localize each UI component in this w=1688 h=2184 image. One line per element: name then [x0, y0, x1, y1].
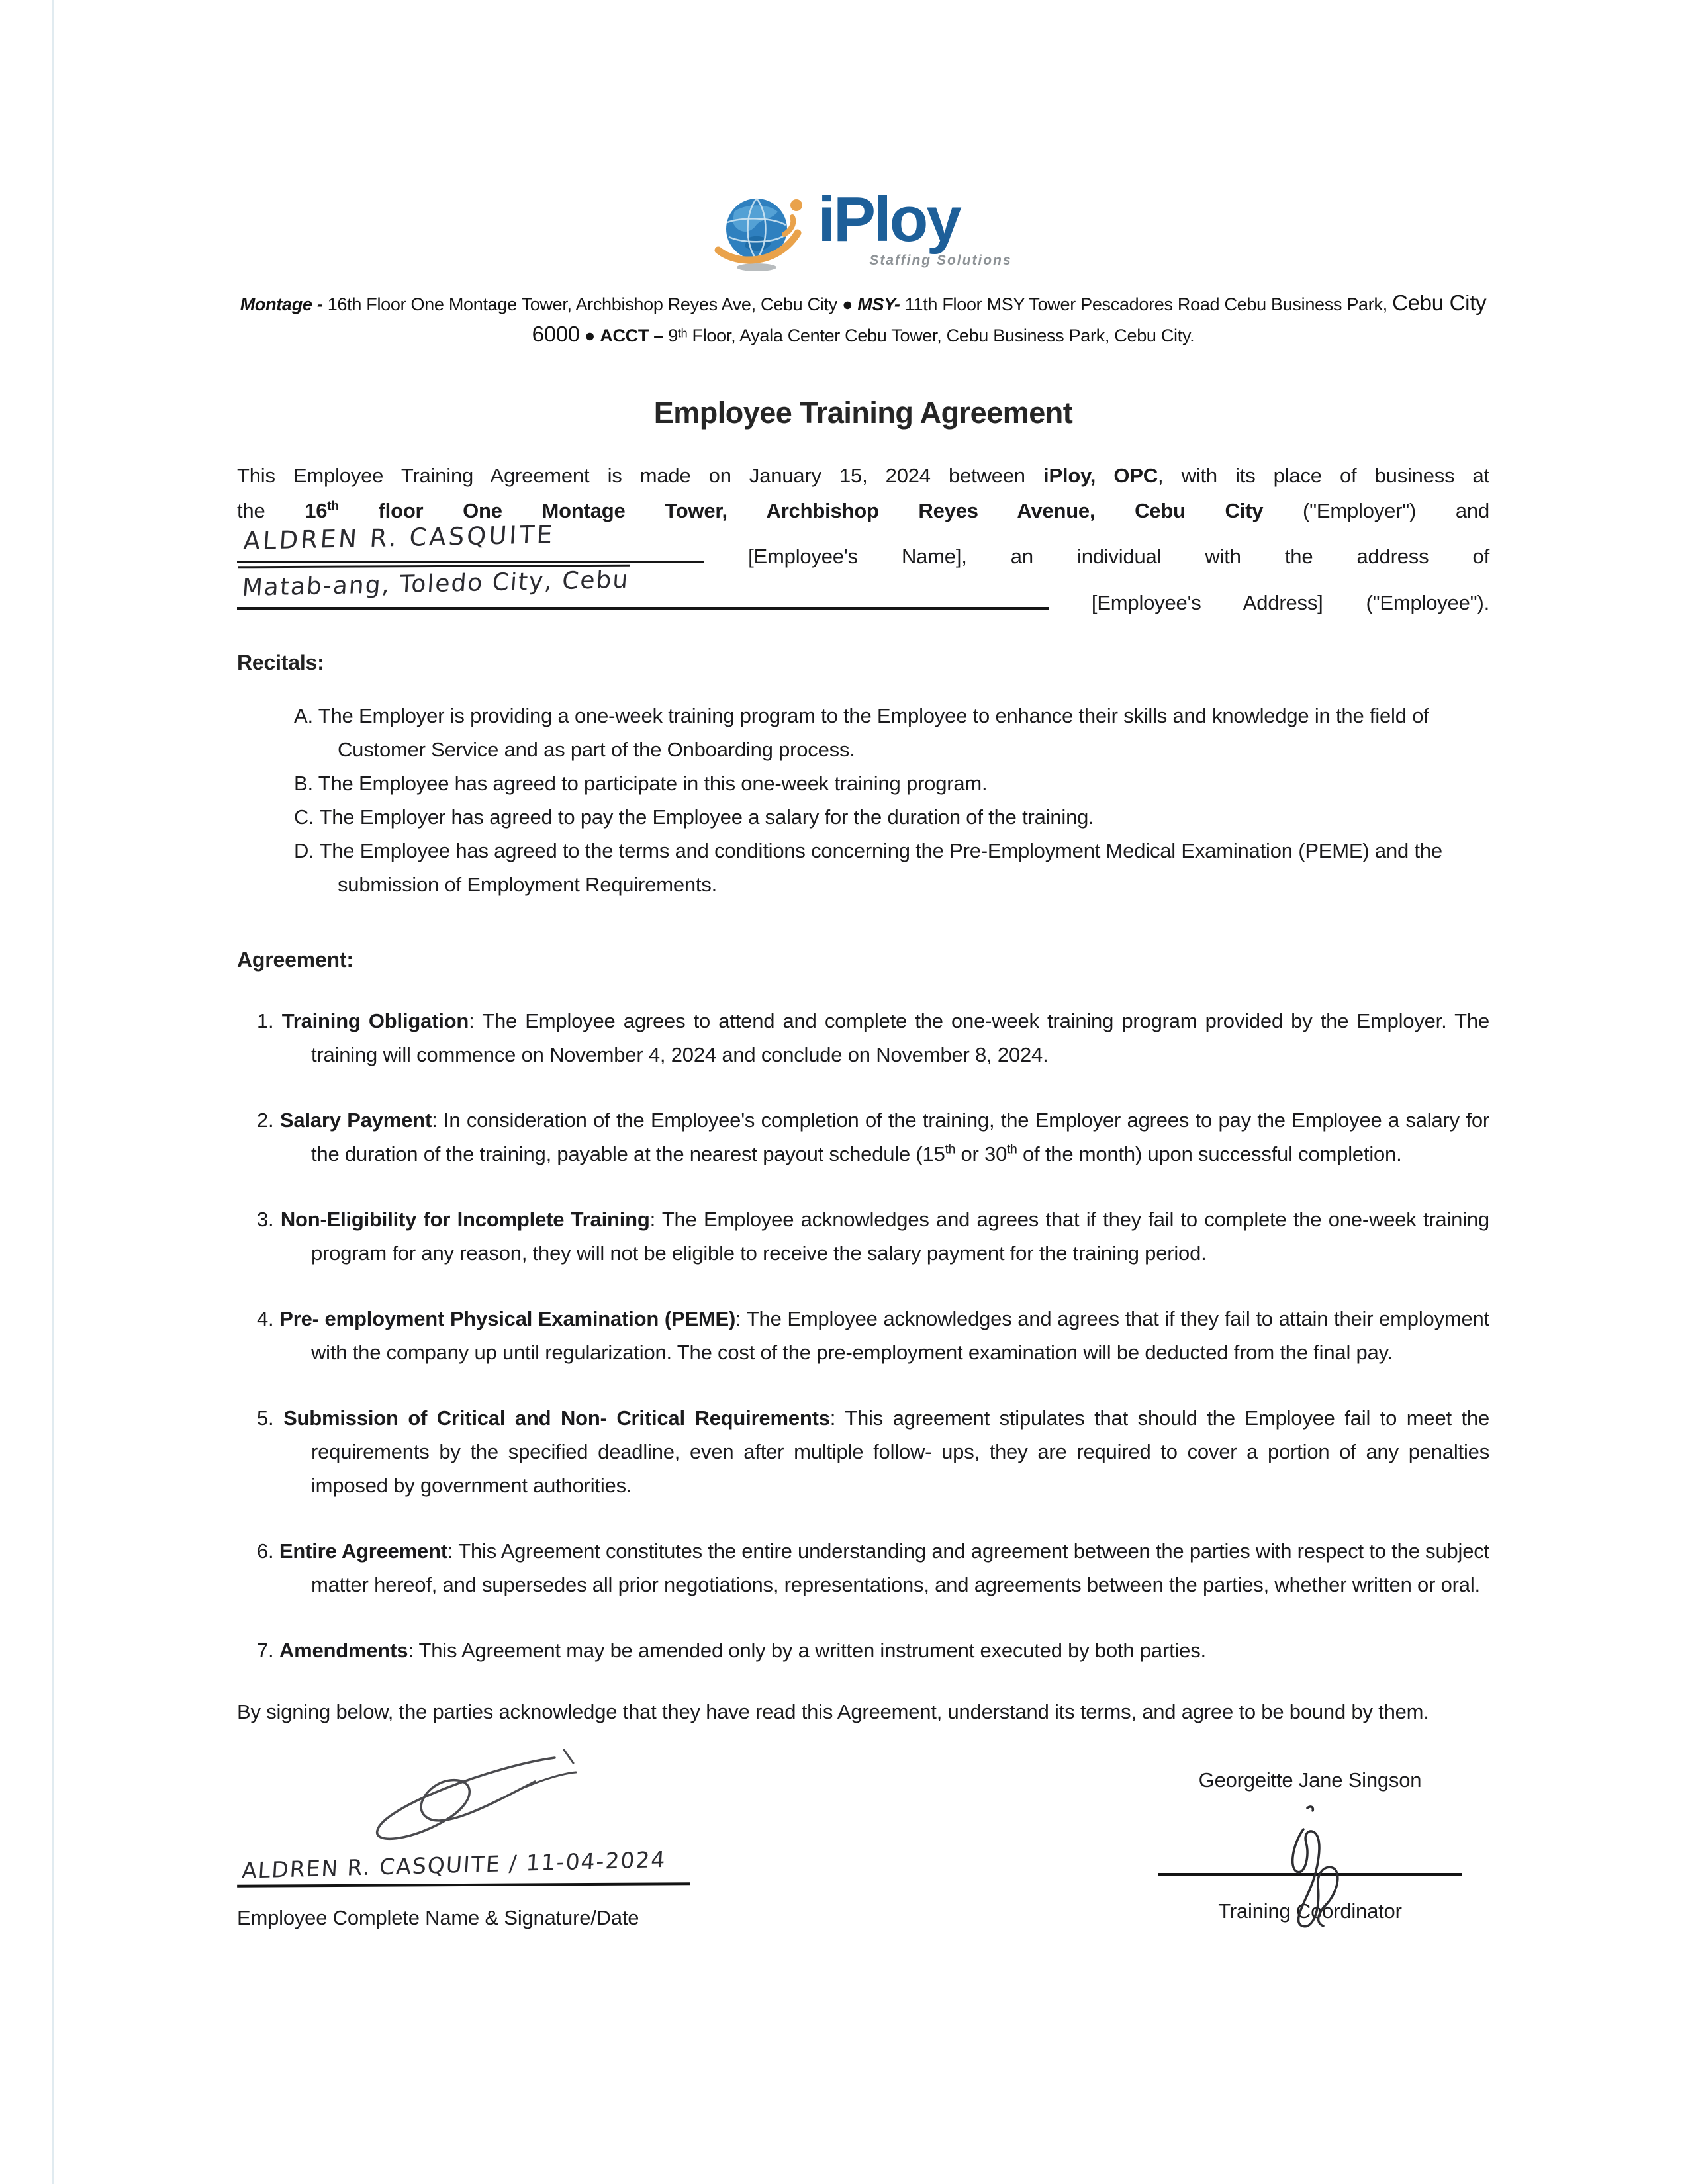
address-line-1: Montage - 16th Floor One Montage Tower, Archbishop Reyes Ave, Cebu City ● MSY- 11th Floor MSY Tower Pescadores Road Cebu Business Park, Cebu City — [240, 291, 1487, 315]
company-address — [237, 290, 1489, 352]
handwritten-name-date: ALDREN R. CASQUITE / 11-04-2024 — [241, 1846, 667, 1884]
signature-section — [237, 1746, 1489, 1930]
intro-line-2: the 16th floor One Montage Tower, Archbishop Reyes Avenue, Cebu City ("Employer") and — [237, 499, 1489, 522]
employee-signature-icon — [336, 1746, 614, 1846]
agreement-item-3: 3. Non-Eligibility for Incomplete Training: The Employee acknowledges and agrees that if they fail to complete the one-week training program for any reason, they will not be eligible to receive the salary payment for the training period. — [257, 1208, 1489, 1265]
intro-line-1: This Employee Training Agreement is made on January 15, 2024 between iPloy, OPC, with its place of business at — [237, 464, 1489, 487]
handwritten-employee-name: ALDREN R. CASQUITE — [242, 520, 556, 555]
intro-line-4: Matab-ang, Toledo City, Cebu [Employee's Address] ("Employee"). — [237, 574, 1489, 620]
agreement-item-4: 4. Pre- employment Physical Examination (PEME): The Employee acknowledges and agrees that if they fail to attain their employment with the company up until regularization. The cost of the pre-employment examination will be deducted from the final pay. — [257, 1307, 1489, 1364]
brand-tagline: Staffing Solutions — [869, 253, 1012, 268]
recital-item-d: D. The Employee has agreed to the terms and conditions concerning the Pre-Employment Medical Examination (PEME) and the submission of Employment Requirements. — [294, 839, 1442, 896]
employee-signature-label: Employee Complete Name & Signature/Date — [237, 1906, 639, 1929]
recital-item-b: B. The Employee has agreed to participate in this one-week training program. — [294, 772, 988, 795]
handwritten-employee-address: Matab-ang, Toledo City, Cebu — [241, 566, 630, 602]
intro-paragraph — [237, 458, 1489, 620]
intro-line-3: ALDREN R. CASQUITE [Employee's Name], an individual with the address of — [237, 528, 1489, 574]
brand-name: iPloy — [818, 184, 960, 255]
employee-signature-line — [237, 1845, 690, 1888]
scan-artifact-line — [52, 0, 54, 2184]
recitals-heading: Recitals: — [237, 651, 324, 674]
closing-paragraph: By signing below, the parties acknowledge that they have read this Agreement, understand its terms, and agree to be bound by them. — [237, 1700, 1429, 1723]
bullet-separator: ● — [842, 295, 853, 314]
recital-item-a: A. The Employer is providing a one-week training program to the Employee to enhance their skills and knowledge in the field of Customer Service and as part of the Onboarding process. — [294, 704, 1429, 761]
agreement-heading: Agreement: — [237, 948, 353, 972]
employee-name-field — [237, 520, 704, 563]
acct-office-label: ACCT — [600, 326, 649, 345]
agreement-item-7: 7. Amendments: This Agreement may be amended only by a written instrument executed by both parties. — [257, 1639, 1206, 1662]
coordinator-signature-icon — [1264, 1804, 1356, 1936]
coordinator-name: Georgeitte Jane Singson — [1198, 1768, 1422, 1792]
globe-icon — [714, 192, 814, 275]
montage-office-label: Montage - — [240, 295, 323, 314]
address-line-2: 6000 ● ACCT – 9th Floor, Ayala Center Cebu Tower, Cebu Business Park, Cebu City. — [532, 322, 1195, 346]
recital-item-c: C. The Employer has agreed to pay the Employee a salary for the duration of the training. — [294, 805, 1094, 829]
coordinator-signature-label: Training Coordinator — [1218, 1899, 1402, 1923]
bullet-separator: ● — [579, 326, 600, 345]
agreement-item-2: 2. Salary Payment: In consideration of the Employee's completion of the training, the Employer agrees to pay the Employee a salary for the duration of the training, payable at the nearest payout schedule (15th or 30th of the month) upon successful completion. — [257, 1109, 1489, 1165]
agreement-item-1: 1. Training Obligation: The Employee agrees to attend and complete the one-week training program provided by the Employer. The training will commence on November 4, 2024 and conclude on November 8, 2024. — [257, 1009, 1490, 1066]
coordinator-signature-block — [1158, 1746, 1462, 1923]
agreement-item-5: 5. Submission of Critical and Non- Critical Requirements: This agreement stipulates that should the Employee fail to meet the requirements by the specified deadline, even after multiple follow- ups, they are required to cover a portion of any penalties imposed by government authorities. — [257, 1406, 1489, 1497]
recitals-list — [237, 699, 1489, 901]
logo — [237, 184, 1489, 277]
employee-signature-block — [237, 1746, 753, 1930]
agreement-item-6: 6. Entire Agreement: This Agreement constitutes the entire understanding and agreement between the parties with respect to the subject matter hereof, and supersedes all prior negotiations, representations, and agreements between the parties, whether written or oral. — [257, 1539, 1489, 1596]
msy-office-label: MSY- — [853, 295, 900, 314]
page-title: Employee Training Agreement — [653, 396, 1073, 430]
